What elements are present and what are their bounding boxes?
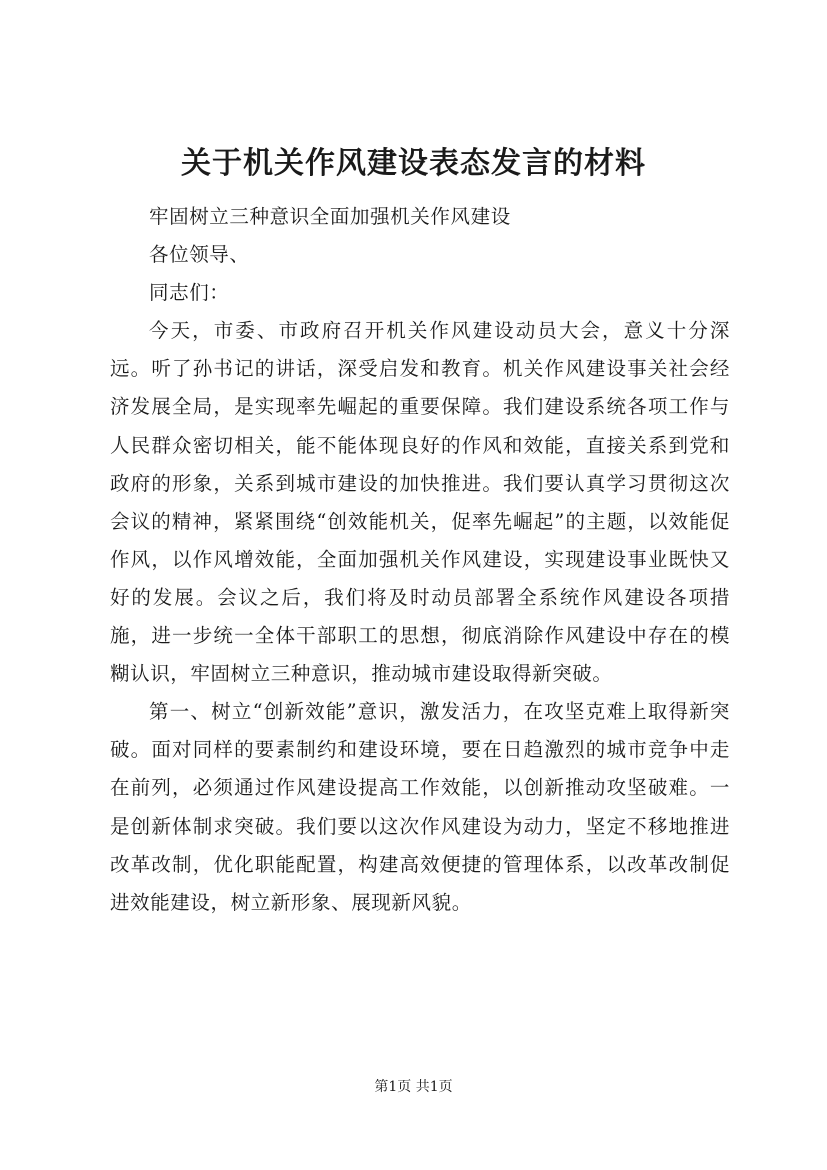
body-paragraph-intro: 今天，市委、市政府召开机关作风建设动员大会，意义十分深远。听了孙书记的讲话，深受启发和教育。机关作风建设事关社会经济发展全局，是实现率先崛起的重要保障。我们建设系统各项工作与人民群众密切相关，能不能体现良好的作风和效能，直接关系到党和政府的形象，关系到城市建设的加快推进。我们要认真学习贯彻这次会议的精神，紧紧围绕“创效能机关，促率先崛起”的主题，以效能促作风，以作风增效能，全面加强机关作风建设，实现建设事业既快又好的发展。会议之后，我们将及时动员部署全系统作风建设各项措施，进一步统一全体干部职工的思想，彻底消除作风建设中存在的模糊认识，牢固树立三种意识，推动城市建设取得新突破。 [110,319,730,686]
body-paragraph-first-point: 第一、树立“创新效能”意识，激发活力，在攻坚克难上取得新突破。面对同样的要素制约和建设环境，要在日趋激烈的城市竞争中走在前列，必须通过作风建设提高工作效能，以创新推动攻坚破难。一是创新体制求突破。我们要以这次作风建设为动力，坚定不移地推进改革改制，优化职能配置，构建高效便捷的管理体系，以改革改制促进效能建设，树立新形象、展现新风貌。 [110,700,730,914]
salutation-comrades: 同志们： [149,281,230,305]
salutation-leaders: 各位领导、 [149,243,250,267]
subtitle-paragraph: 牢固树立三种意识全面加强机关作风建设 [149,205,511,228]
page-footer: 第1页 共1页 [374,1079,453,1095]
document-title: 关于机关作风建设表态发言的材料 [181,146,646,181]
document-body [110,198,730,922]
